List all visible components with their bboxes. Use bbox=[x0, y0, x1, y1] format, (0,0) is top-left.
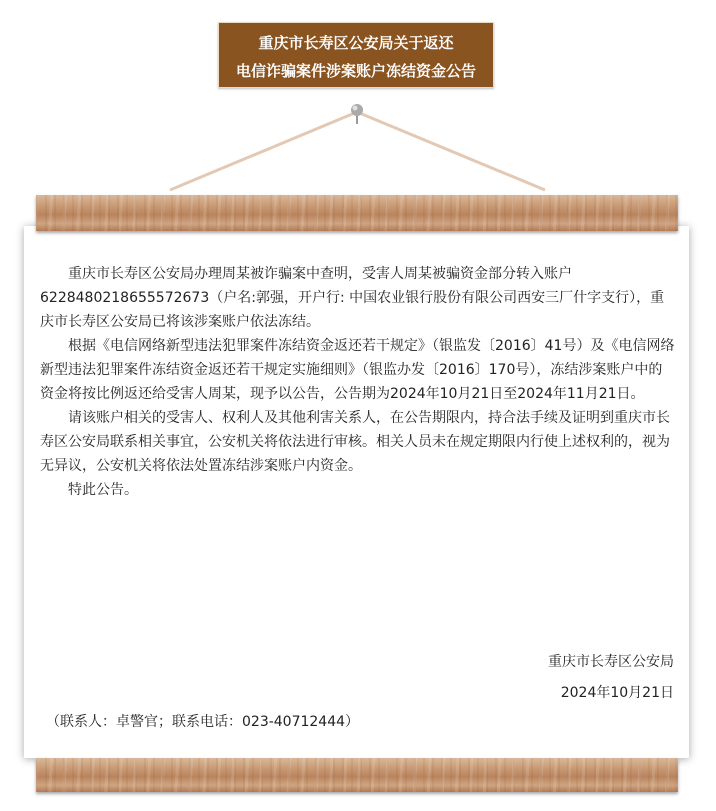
title-line-1: 重庆市长寿区公安局关于返还 bbox=[258, 34, 454, 52]
paragraph-1: 重庆市长寿区公安局办理周某被诈骗案中查明，受害人周某被骗资金部分转入账户6228480218655572673（户名:郭强，开户行: 中国农业银行股份有限公司西安三厂什字支行），重庆市长寿区公安局已将该涉案账户依法冻结。 bbox=[40, 266, 665, 330]
title-line-2: 电信诈骗案件涉案账户冻结资金公告 bbox=[235, 62, 476, 80]
top-wood-board bbox=[36, 195, 678, 231]
paragraph-3: 请该账户相关的受害人、权利人及其他利害关系人，在公告期限内，持合法手续及证明到重庆市长寿区公安局联系相关事宜，公安机关将依法进行审核。相关人员未在规定期限内行使上述权利的，视为无异议，公安机关将依法处置冻结涉案账户内资金。 bbox=[40, 410, 670, 474]
paragraph-4: 特此公告。 bbox=[68, 482, 138, 498]
signature-org: 重庆市长寿区公安局 bbox=[548, 654, 674, 670]
paragraph-2: 根据《电信网络新型违法犯罪案件冻结资金返还若干规定》（银监发〔2016〕41号）及《电信网络新型违法犯罪案件冻结资金返还若干规定实施细则》（银监办发〔2016〕170号），冻结涉案账户中的资金将按比例返还给受害人周某，现予以公告，公告期为2024年10月21日至2024年11月21日。 bbox=[40, 338, 675, 402]
hanging-nail-icon bbox=[351, 104, 363, 124]
right-string bbox=[357, 112, 545, 190]
bottom-wood-board bbox=[36, 758, 678, 792]
left-string bbox=[170, 112, 357, 190]
contact-info: （联系人：卓警官；联系电话：023-40712444） bbox=[46, 714, 360, 730]
notice-body bbox=[40, 262, 676, 502]
signature-date: 2024年10月21日 bbox=[560, 685, 674, 701]
